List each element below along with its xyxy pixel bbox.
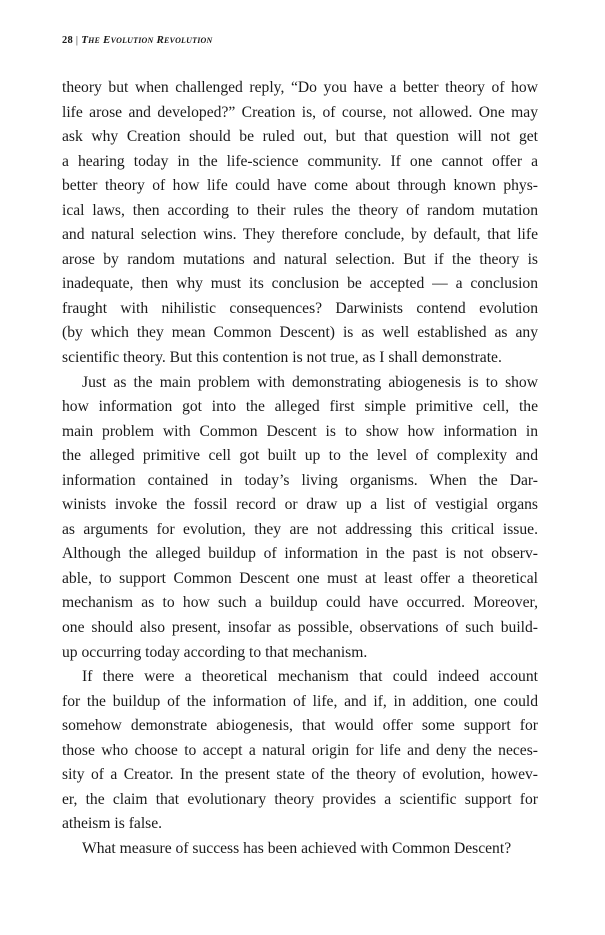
text-line: ical laws, then according to their rules the theory of random mutation <box>62 201 538 219</box>
text-line: scientific theory. But this contention is not true, as I shall demonstrate. <box>62 349 502 367</box>
text-line: er, the claim that evolutionary theory provides a scientific support for <box>62 790 538 808</box>
text-line: What measure of success has been achieved with Common Descent? <box>82 839 512 857</box>
text-line: theory but when challenged reply, “Do you have a better theory of how <box>62 79 538 96</box>
text-line: those who choose to accept a natural origin for life and deny the neces- <box>62 741 538 759</box>
text-line: the alleged primitive cell got built up to the level of complexity and <box>62 447 538 465</box>
text-line: information contained in today’s living organisms. When the Dar- <box>62 471 538 489</box>
text-line: somehow demonstrate abiogenesis, that would offer some support for <box>62 717 538 735</box>
text-line: Although the alleged buildup of information in the past is not observ- <box>62 545 538 563</box>
text-line: main problem with Common Descent is to show how information in <box>62 422 538 440</box>
text-line: ask why Creation should be ruled out, but that question will not get <box>62 128 538 146</box>
text-line: sity of a Creator. In the present state of the theory of evolution, howev- <box>62 766 538 784</box>
text-line: fraught with nihilistic consequences? Darwinists contend evolution <box>62 299 538 317</box>
text-line: winists invoke the fossil record or draw up a list of vestigial organs <box>62 496 538 514</box>
text-line: for the buildup of the information of life, and if, in addition, one could <box>62 692 538 710</box>
text-line: and natural selection wins. They therefore conclude, by default, that life <box>62 226 538 244</box>
text-line: a hearing today in the life-science community. If one cannot offer a <box>62 152 538 170</box>
text-line: better theory of how life could have come about through known phys- <box>62 177 538 195</box>
text-line: up occurring today according to that mechanism. <box>62 643 368 661</box>
text-line: inadequate, then why must its conclusion be accepted — a conclusion <box>62 275 538 293</box>
body-text <box>62 76 538 862</box>
text-line: atheism is false. <box>62 815 163 833</box>
running-head-separator: | <box>75 35 79 46</box>
page-number: 28 <box>62 35 73 46</box>
text-line: life arose and developed?” Creation is, of course, not allowed. One may <box>62 103 538 121</box>
text-line: mechanism as to how such a buildup could have occurred. Moreover, <box>62 594 538 612</box>
text-line: able, to support Common Descent one must at least offer a theoretical <box>62 569 538 587</box>
running-head <box>62 34 212 46</box>
text-line: (by which they mean Common Descent) is as well established as any <box>62 324 538 342</box>
text-line: as arguments for evolution, they are not addressing this critical issue. <box>62 520 538 538</box>
text-line: how information got into the alleged first simple primitive cell, the <box>62 398 538 416</box>
text-line: Just as the main problem with demonstrating abiogenesis is to show <box>82 373 538 391</box>
text-line: arose by random mutations and natural selection. But if the theory is <box>62 250 538 268</box>
text-line: If there were a theoretical mechanism that could indeed account <box>82 668 538 686</box>
text-line: one should also present, insofar as possible, observations of such build- <box>62 619 538 637</box>
book-title: The Evolution Revolution <box>81 34 213 46</box>
